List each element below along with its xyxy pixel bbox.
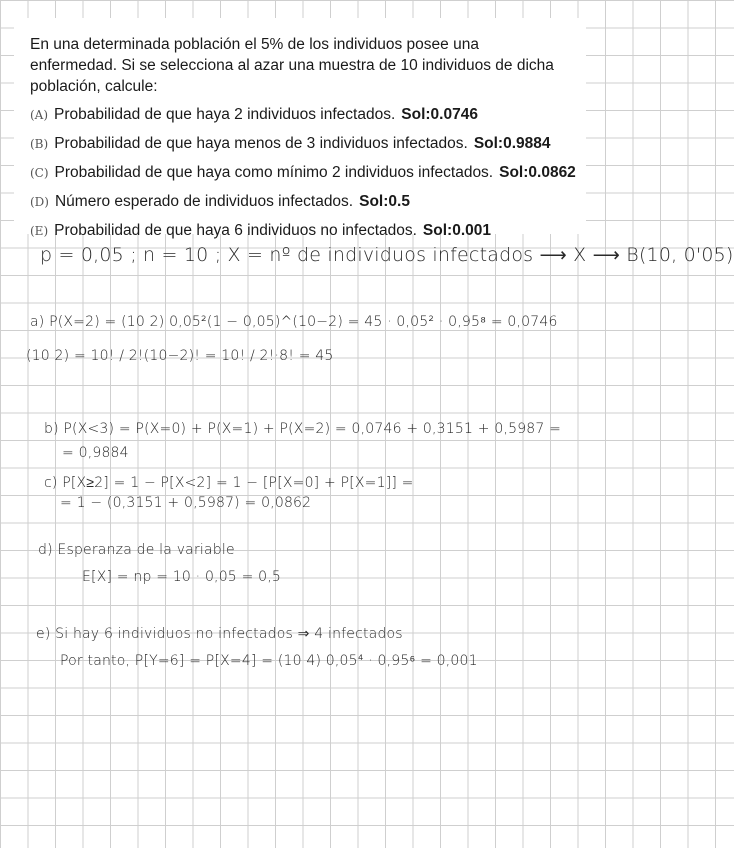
item-label: (C) <box>30 166 49 180</box>
problem-item-b <box>30 134 570 154</box>
problem-item-c <box>30 163 576 183</box>
handwritten-part-a: a) P(X=2) = (10 2) 0,05²(1 − 0,05)^(10−2) = 45 · 0,05² · 0,95⁸ = 0,0746 <box>30 314 558 330</box>
handwritten-part-b-result: = 0,9884 <box>62 445 129 461</box>
handwritten-part-d: d) Esperanza de la variable <box>38 542 235 558</box>
item-solution: Sol:0.0746 <box>401 106 478 123</box>
item-label: (D) <box>30 195 49 209</box>
item-text: Probabilidad de que haya como mínimo 2 individuos infectados. <box>54 164 494 181</box>
problem-item-a <box>30 105 570 125</box>
problem-intro: En una determinada población el 5% de los individuos posee una enfermedad. Si se selecciona al azar una muestra de 10 individuos de dicha población, calcule: <box>30 36 554 95</box>
handwritten-part-c: c) P[X≥2] = 1 − P[X<2] = 1 − [P[X=0] + P[X=1]] = <box>44 475 414 491</box>
handwritten-setup: p = 0,05 ; n = 10 ; X = nº de individuos infectados ⟶ X ⟶ B(10, 0'05) <box>40 244 734 266</box>
handwritten-part-b: b) P(X<3) = P(X=0) + P(X=1) + P(X=2) = 0,0746 + 0,3151 + 0,5987 = <box>44 421 562 437</box>
problem-item-e <box>30 221 570 241</box>
item-solution: Sol:0.001 <box>422 222 491 239</box>
item-text: Probabilidad de que haya menos de 3 individuos infectados. <box>54 135 468 152</box>
handwritten-binomial-coefficient: (10 2) = 10! / 2!(10−2)! = 10! / 2!·8! = 45 <box>26 348 334 364</box>
item-solution: Sol:0.0862 <box>499 164 576 181</box>
item-label: (A) <box>30 108 49 122</box>
handwritten-part-e-result: Por tanto, P[Y=6] = P[X=4] = (10 4) 0,05⁴ · 0,95⁶ = 0,001 <box>60 653 478 669</box>
item-text: Probabilidad de que haya 6 individuos no infectados. <box>54 222 417 239</box>
item-solution: Sol:0.5 <box>359 193 410 210</box>
problem-statement <box>14 18 586 239</box>
handwritten-part-c-result: = 1 − (0,3151 + 0,5987) = 0,0862 <box>60 495 312 511</box>
item-text: Número esperado de individuos infectados. <box>54 193 354 210</box>
handwritten-part-d-result: E[X] = np = 10 · 0,05 = 0,5 <box>82 569 282 585</box>
handwritten-part-e: e) Si hay 6 individuos no infectados ⇒ 4 infectados <box>36 626 403 642</box>
problem-item-d <box>30 192 570 212</box>
item-label: (E) <box>30 224 49 238</box>
item-label: (B) <box>30 137 49 151</box>
item-solution: Sol:0.9884 <box>473 135 551 152</box>
item-text: Probabilidad de que haya 2 individuos infectados. <box>54 106 396 123</box>
